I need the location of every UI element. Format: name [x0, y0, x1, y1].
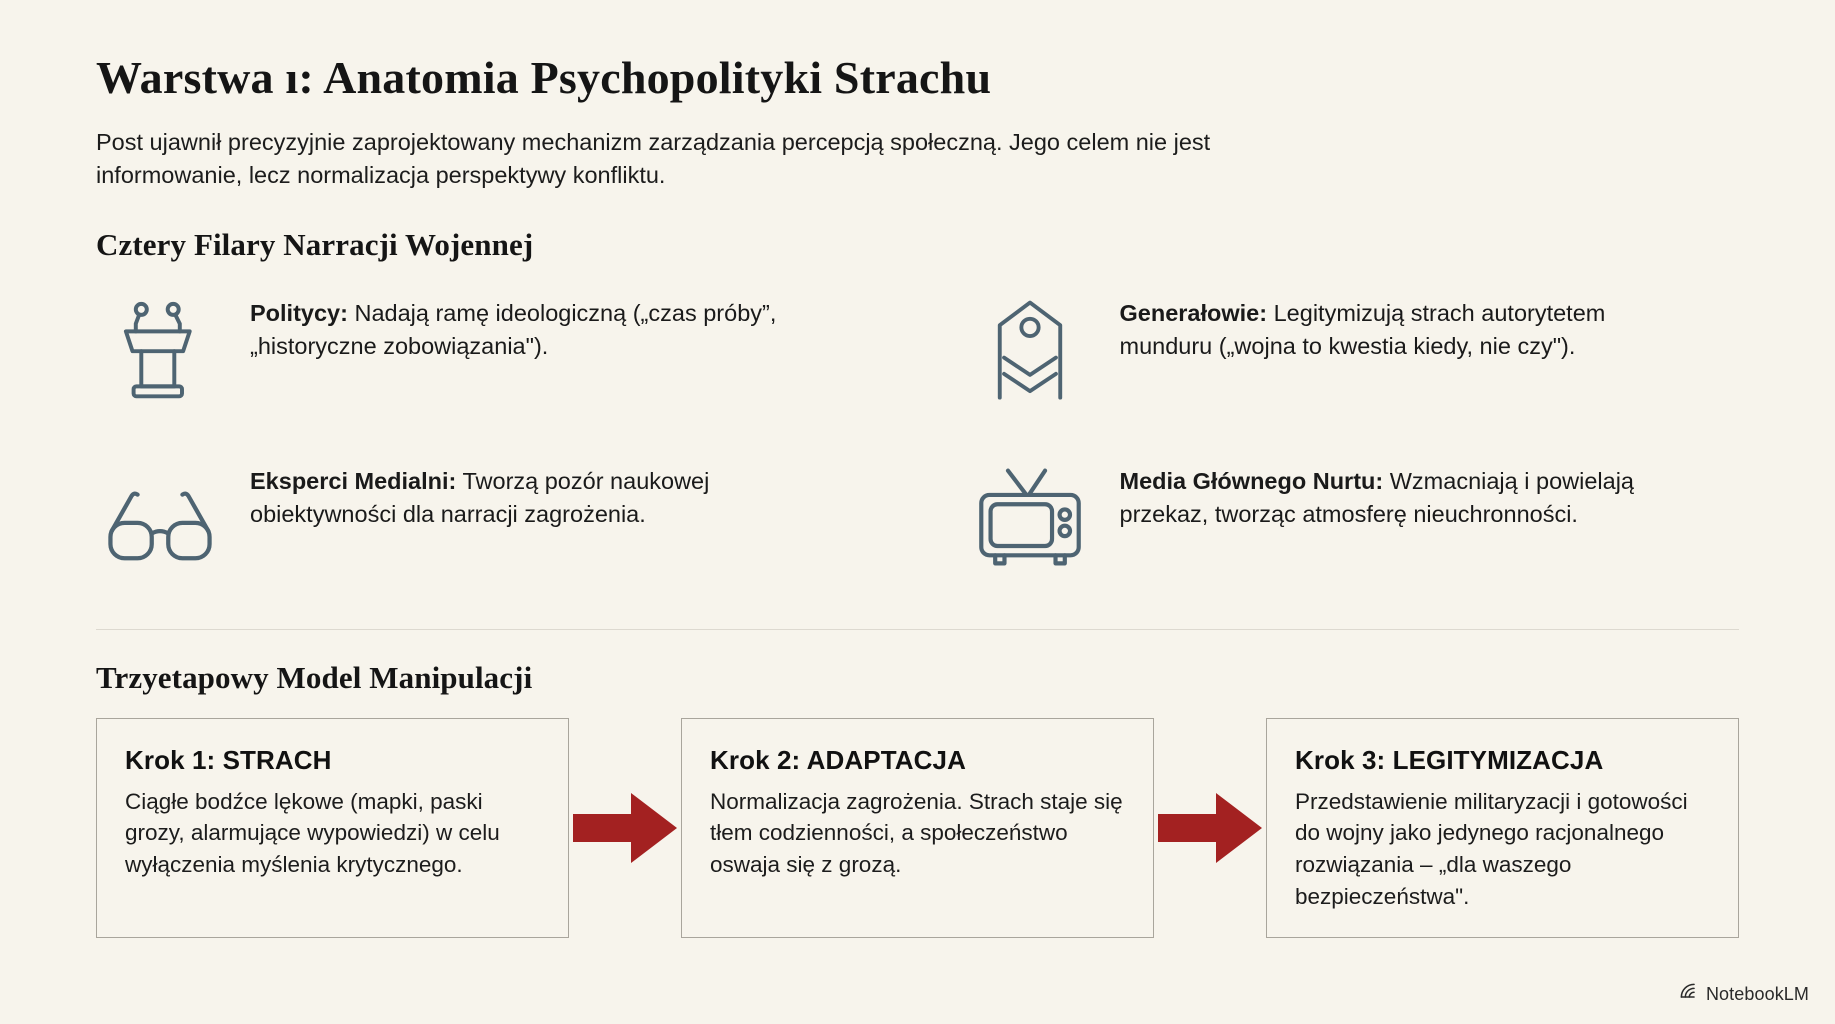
pillars-grid — [96, 285, 1739, 603]
pillar-media-glownego-nurtu-body: Wzmacniają i powielają przekaz, tworząc atmosferę nieuchronności. — [1119, 467, 1634, 527]
step-3-title: Krok 3: LEGITYMIZACJA — [1295, 744, 1604, 775]
pillar-eksperci-medialni-label: Eksperci Medialni: — [250, 467, 457, 494]
rank-insignia-icon — [966, 285, 1094, 413]
steps-flow — [96, 718, 1739, 938]
step-1-body: Ciągłe bodźce lękowe (mapki, paski grozy, alarmujące wypowiedzi) w celu wyłączenia myślenia krytycznego. — [125, 788, 500, 878]
step-box-3 — [1266, 718, 1739, 938]
notebooklm-footer-logo — [1679, 982, 1809, 1006]
page-title: Warstwa ı: Anatomia Psychopolityki Strachu — [96, 52, 992, 103]
pillar-politycy — [96, 285, 870, 435]
lede-paragraph: Post ujawnił precyzyjnie zaprojektowany mechanizm zarządzania percepcją społeczną. Jego celem nie jest informowanie, lecz normalizacja perspektywy konfliktu. — [96, 128, 1211, 189]
pillar-eksperci-medialni-text — [250, 453, 790, 531]
steps-section-heading: Trzyetapowy Model Manipulacji — [96, 659, 533, 695]
pillar-politycy-body: Nadają ramę ideologiczną („czas próby”, „historyczne zobowiązania"). — [250, 299, 777, 359]
pillar-media-glownego-nurtu — [966, 453, 1740, 603]
pillar-generalowie-body: Legitymizują strach autorytetem munduru („wojna to kwestia kiedy, nie czy"). — [1119, 299, 1606, 359]
step-3-body: Przedstawienie militaryzacji i gotowości do wojny jako jedynego racjonalnego rozwiązania – „dla waszego bezpieczeństwa". — [1295, 788, 1688, 909]
arrow-right-icon-1 — [573, 791, 677, 865]
step-1-title: Krok 1: STRACH — [125, 744, 332, 775]
arrow-right-icon-2 — [1158, 791, 1262, 865]
pillar-media-glownego-nurtu-text — [1120, 453, 1660, 531]
pillar-politycy-text — [250, 285, 790, 363]
pillar-generalowie-label: Generałowie: — [1119, 299, 1268, 326]
pillar-generalowie-text — [1120, 285, 1660, 363]
arrow-gap-1 — [569, 718, 681, 938]
pillars-section-heading: Cztery Filary Narracji Wojennej — [96, 226, 534, 262]
pillar-media-glownego-nurtu-label: Media Głównego Nurtu: — [1119, 467, 1384, 494]
pillar-eksperci-medialni-body: Tworzą pozór naukowej obiektywności dla narracji zagrożenia. — [250, 467, 710, 527]
step-2-body: Normalizacja zagrożenia. Strach staje się tłem codzienności, a społeczeństwo oswaja się z grozą. — [710, 788, 1123, 878]
notebooklm-logo-text: NotebookLM — [1705, 983, 1809, 1004]
eyeglasses-icon — [96, 453, 224, 581]
television-icon — [966, 453, 1094, 581]
arrow-gap-2 — [1154, 718, 1266, 938]
step-box-1 — [96, 718, 569, 938]
pillar-politycy-label: Politycy: — [250, 299, 348, 326]
section-divider — [96, 629, 1739, 630]
step-box-2 — [681, 718, 1154, 938]
podium-icon — [96, 285, 224, 413]
step-2-title: Krok 2: ADAPTACJA — [710, 744, 966, 775]
pillar-eksperci-medialni — [96, 453, 870, 603]
notebooklm-spiral-icon — [1679, 982, 1698, 1006]
pillar-generalowie — [966, 285, 1740, 435]
